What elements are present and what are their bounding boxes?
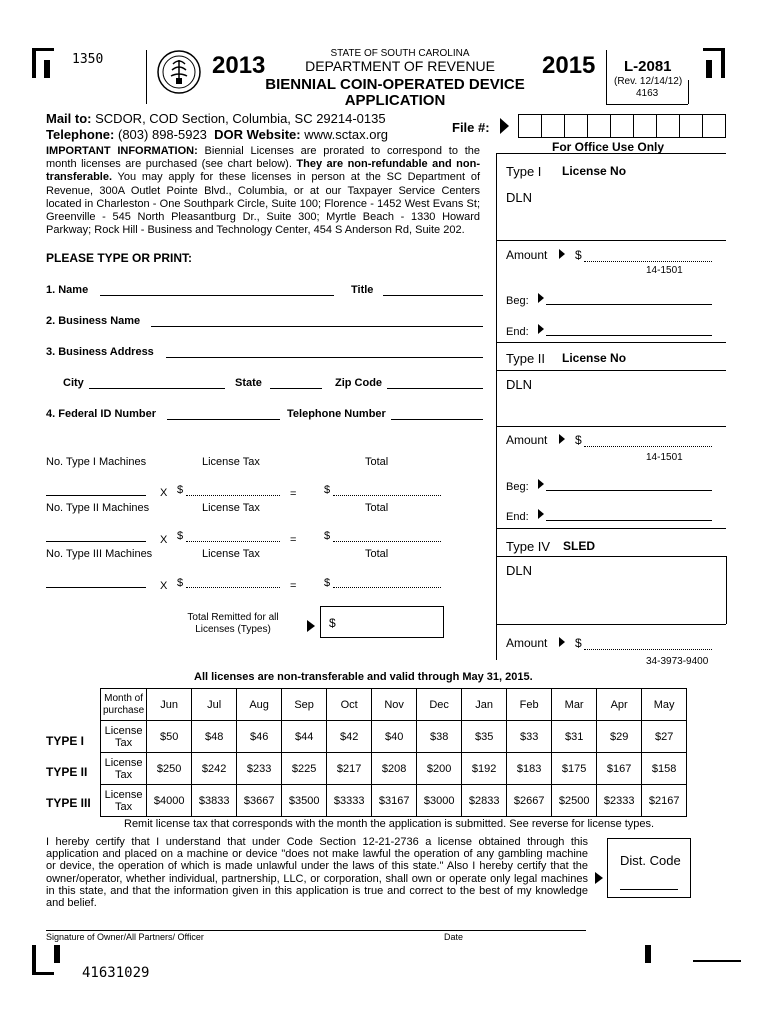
corner-mark-top-left-h — [32, 48, 54, 51]
city-input[interactable] — [89, 388, 225, 389]
doc-code: 1350 — [72, 52, 104, 67]
tax-cell: $29 — [597, 721, 642, 753]
office-end-2: End: — [506, 511, 529, 523]
remit-note: Remit license tax that corresponds with the month the application is submitted. See reverse for license types. — [124, 818, 655, 830]
month-col: Jul — [192, 689, 237, 721]
tax-cell: $27 — [642, 721, 687, 753]
telephone-line — [46, 127, 388, 142]
dollar-3b: $ — [324, 577, 331, 589]
month-col: Feb — [507, 689, 552, 721]
office-top-line — [496, 153, 726, 154]
month-col: Dec — [417, 689, 462, 721]
tax-cell: $3333 — [327, 785, 372, 817]
chart-row-type3 — [101, 785, 687, 817]
office-heading: For Office Use Only — [552, 140, 665, 154]
corner-mark-top-right-bar — [706, 60, 712, 78]
office-column-border — [496, 153, 497, 660]
tax-cell: $192 — [462, 753, 507, 785]
office-divider-3 — [496, 370, 726, 371]
type1-count-input[interactable] — [46, 495, 146, 496]
year-start: 2013 — [212, 52, 266, 79]
type2-tax-input[interactable] — [186, 541, 280, 542]
type2-total-input[interactable] — [333, 541, 441, 542]
mail-to — [46, 111, 386, 126]
info-bold: They are non-refundable and non-transferable. — [46, 158, 480, 184]
office-amount-1: Amount — [506, 248, 548, 262]
office-type1 — [506, 164, 541, 179]
important-information — [46, 145, 480, 237]
tax-cell: $233 — [237, 753, 282, 785]
license-tax-label-1: License Tax — [202, 456, 260, 468]
tax-cell: $50 — [147, 721, 192, 753]
office-end-1: End: — [506, 326, 529, 338]
license-tax-cell: License Tax — [101, 785, 147, 817]
amount-field-1[interactable] — [584, 261, 712, 262]
month-col: Mar — [552, 689, 597, 721]
total-remitted-dollar: $ — [329, 616, 336, 630]
license-tax-label-2: License Tax — [202, 502, 260, 514]
header-underline-right — [606, 104, 688, 105]
form-number: L-2081 — [624, 58, 672, 75]
amount-arrow-icon-2 — [559, 434, 565, 444]
office-divider-5 — [496, 528, 726, 529]
state-label: State — [235, 377, 262, 389]
corner-mark-top-left — [32, 48, 36, 78]
zip-label: Zip Code — [335, 377, 383, 389]
dollar-2b: $ — [324, 530, 331, 542]
office-dollar-3: $ — [575, 636, 582, 650]
chart-row-type1 — [101, 721, 687, 753]
form-title-line1: BIENNIAL COIN-OPERATED DEVICE — [265, 76, 525, 93]
type1-row-label: TYPE I — [46, 734, 85, 748]
header-divider-right — [606, 50, 607, 104]
tax-cell: $183 — [507, 753, 552, 785]
type3-tax-input[interactable] — [186, 587, 280, 588]
office-license-no-2: License No — [562, 351, 627, 365]
please-type: PLEASE TYPE OR PRINT: — [46, 251, 193, 265]
month-col: May — [642, 689, 687, 721]
phone-number: (803) 898-5923 — [118, 127, 207, 142]
office-divider-6 — [496, 556, 726, 557]
tax-cell: $242 — [192, 753, 237, 785]
business-name-label: 2. Business Name — [46, 315, 141, 327]
file-arrow-icon — [500, 118, 509, 134]
office-type2: Type II — [506, 351, 546, 366]
tax-cell: $3667 — [237, 785, 282, 817]
dollar-3a: $ — [177, 577, 184, 589]
equals-3: = — [290, 580, 297, 592]
business-name-input[interactable] — [151, 326, 483, 327]
header-divider-left — [146, 50, 147, 104]
tax-cell: $3833 — [192, 785, 237, 817]
month-of-purchase: Month of purchase — [101, 689, 147, 721]
tax-cell: $2333 — [597, 785, 642, 817]
total-label-2: Total — [365, 502, 389, 514]
end-field-2[interactable] — [546, 520, 712, 521]
month-col: Nov — [372, 689, 417, 721]
zip-input[interactable] — [387, 388, 483, 389]
revision: (Rev. 12/14/12) — [614, 76, 683, 87]
total-remitted-box[interactable] — [320, 606, 444, 638]
business-address-label: 3. Business Address — [46, 346, 154, 358]
form-title-line2: APPLICATION — [344, 92, 446, 109]
fein-label: 4. Federal ID Number — [46, 408, 157, 420]
x-sign-3: X — [160, 580, 168, 592]
mark-bottom-right — [693, 960, 741, 962]
tax-cell: $35 — [462, 721, 507, 753]
license-tax-chart — [100, 688, 687, 817]
state-name: STATE OF SOUTH CAROLINA — [330, 48, 470, 59]
dollar-1a: $ — [177, 484, 184, 496]
office-divider-4 — [496, 426, 726, 427]
amount-field-2[interactable] — [584, 446, 712, 447]
tax-cell: $31 — [552, 721, 597, 753]
office-right-border — [726, 556, 727, 624]
phone-label: Telephone: — [46, 127, 115, 142]
beg-arrow-icon-2 — [538, 479, 544, 489]
chart-caption: All licenses are non-transferable and valid through May 31, 2015. — [194, 671, 533, 683]
no-type3-label: No. Type III Machines — [46, 548, 153, 560]
license-tax-cell: License Tax — [101, 753, 147, 785]
date-label: Date — [444, 932, 464, 942]
office-dln-3: DLN — [506, 563, 533, 578]
office-dollar-1: $ — [575, 248, 582, 262]
signature-line[interactable] — [46, 930, 586, 931]
end-field-1[interactable] — [546, 335, 712, 336]
beg-field-2[interactable] — [546, 490, 712, 491]
month-col: Sep — [282, 689, 327, 721]
name-input[interactable] — [100, 295, 334, 296]
type3-total-input[interactable] — [333, 587, 441, 588]
tax-cell: $3167 — [372, 785, 417, 817]
office-divider-7 — [496, 624, 726, 625]
type1-tax-input[interactable] — [186, 495, 280, 496]
tax-cell: $208 — [372, 753, 417, 785]
office-amount-2: Amount — [506, 433, 548, 447]
office-code-1: 14-1501 — [646, 265, 683, 276]
equals-2: = — [290, 534, 297, 546]
total-remitted-label — [186, 612, 280, 636]
total-remitted-arrow-icon — [307, 620, 315, 632]
tax-cell: $2833 — [462, 785, 507, 817]
month-col: Oct — [327, 689, 372, 721]
tax-cell: $42 — [327, 721, 372, 753]
tax-cell: $46 — [237, 721, 282, 753]
title-input[interactable] — [383, 295, 483, 296]
title-label: Title — [351, 284, 374, 296]
total-remitted-line1: Total Remitted for all — [187, 612, 279, 623]
office-type1-label: Type I — [506, 164, 542, 179]
month-col: Aug — [237, 689, 282, 721]
city-label: City — [63, 377, 84, 389]
barcode-number: 41631029 — [82, 965, 150, 981]
type3-row-label: TYPE III — [46, 796, 91, 810]
rev-code: 4163 — [636, 88, 659, 99]
end-arrow-icon-2 — [538, 509, 544, 519]
tax-cell: $175 — [552, 753, 597, 785]
beg-field-1[interactable] — [546, 304, 712, 305]
amount-field-3[interactable] — [584, 649, 712, 650]
office-divider-1 — [496, 240, 726, 241]
web-label: DOR Website: — [214, 127, 301, 142]
business-address-input[interactable] — [166, 357, 483, 358]
tax-cell: $2500 — [552, 785, 597, 817]
year-end: 2015 — [542, 52, 596, 79]
tax-cell: $48 — [192, 721, 237, 753]
type3-count-input[interactable] — [46, 587, 146, 588]
total-remitted-line2: Licenses (Types) — [195, 624, 271, 635]
type2-count-input[interactable] — [46, 541, 146, 542]
info-text-2: You may apply for these licenses in person at the SC Department of Revenue, 300A Outlet Pointe Blvd., Columbia, or at our Taxpayer Service Centers located in Charleston - One Southpark Circle, Suite 100; Florence - 1452 West Evans St; Greenville - 545 North Pleasantburg Dr., Suite 300; Myrtle Beach - 1330 Howard Parkway; Rock Hill - Business and Technology Center, 454 S Anderson Rd, Suite 202. — [46, 171, 480, 237]
corner-mark-top-left-bar — [44, 60, 50, 78]
office-code-3: 34-3973-9400 — [646, 656, 709, 667]
tax-cell: $4000 — [147, 785, 192, 817]
office-dln-1: DLN — [506, 190, 533, 205]
office-beg-2: Beg: — [506, 481, 529, 493]
dist-code-box[interactable] — [607, 838, 691, 898]
department: DEPARTMENT OF REVENUE — [305, 58, 495, 74]
certification-text: I hereby certify that I understand that under Code Section 12-21-2736 a license obtained through this application and placed on a machine or device "does not make lawful the operation of any gambling machine or device, the operation of which is made unlawful under the laws of this state." Also I hereby certify that the owner/operator, whether individual, partnership, LLC, or corporation, shall own or operate only legal machines in this state, and that the information given in this application is true and correct to the best of my knowledge and belief. — [46, 836, 588, 910]
dollar-1b: $ — [324, 484, 331, 496]
beg-arrow-icon-1 — [538, 293, 544, 303]
dist-code-arrow-icon — [595, 872, 603, 884]
tax-cell: $3500 — [282, 785, 327, 817]
office-type4: Type IV — [506, 539, 551, 554]
office-dln-2: DLN — [506, 377, 533, 392]
telephone-input[interactable] — [391, 419, 483, 420]
website: www.sctax.org — [304, 127, 389, 142]
month-col: Jan — [462, 689, 507, 721]
type2-row-label: TYPE II — [46, 765, 88, 779]
header-right-edge — [688, 80, 689, 104]
no-type2-label: No. Type II Machines — [46, 502, 150, 514]
info-text-1: Biennial Licenses are prorated to correspond to the month licenses are purchased (see chart below). — [46, 145, 480, 171]
total-label-3: Total — [365, 548, 389, 560]
tax-cell: $44 — [282, 721, 327, 753]
fein-input[interactable] — [167, 419, 280, 420]
tax-cell: $217 — [327, 753, 372, 785]
tax-cell: $158 — [642, 753, 687, 785]
amount-arrow-icon-1 — [559, 249, 565, 259]
tax-cell: $250 — [147, 753, 192, 785]
office-amount-3: Amount — [506, 636, 548, 650]
office-beg-1: Beg: — [506, 295, 529, 307]
equals-1: = — [290, 488, 297, 500]
x-sign-2: X — [160, 534, 168, 546]
dist-code-label: Dist. Code — [620, 853, 681, 868]
mark-bottom-mid — [645, 945, 651, 963]
office-divider-2 — [496, 342, 726, 343]
office-code-2: 14-1501 — [646, 452, 683, 463]
name-label: 1. Name — [46, 284, 89, 296]
mail-address: SCDOR, COD Section, Columbia, SC 29214-0135 — [95, 111, 386, 126]
corner-mark-bottom-left-h — [32, 972, 54, 975]
tax-cell: $40 — [372, 721, 417, 753]
end-arrow-icon-1 — [538, 324, 544, 334]
month-col: Apr — [597, 689, 642, 721]
telephone-label: Telephone Number — [287, 408, 386, 420]
state-input[interactable] — [270, 388, 322, 389]
month-col: Jun — [147, 689, 192, 721]
type1-total-input[interactable] — [333, 495, 441, 496]
corner-mark-top-right — [721, 48, 725, 78]
tax-cell: $3000 — [417, 785, 462, 817]
dollar-2a: $ — [177, 530, 184, 542]
total-label-1: Total — [365, 456, 389, 468]
tax-cell: $2667 — [507, 785, 552, 817]
corner-mark-bottom-left — [32, 945, 36, 975]
amount-arrow-icon-3 — [559, 637, 565, 647]
tax-cell: $2167 — [642, 785, 687, 817]
chart-header-row — [101, 689, 687, 721]
file-number-boxes[interactable] — [518, 114, 726, 138]
license-tax-cell: License Tax — [101, 721, 147, 753]
office-license-no-1: License No — [562, 164, 627, 178]
no-type1-label: No. Type I Machines — [46, 456, 147, 468]
x-sign-1: X — [160, 487, 168, 499]
tax-cell: $33 — [507, 721, 552, 753]
office-sled: SLED — [563, 539, 596, 553]
file-label: File #: — [452, 120, 490, 135]
info-heading: IMPORTANT INFORMATION: — [46, 145, 198, 157]
signature-label: Signature of Owner/All Partners/ Officer — [46, 932, 204, 942]
office-dollar-2: $ — [575, 433, 582, 447]
chart-row-type2 — [101, 753, 687, 785]
tax-cell: $200 — [417, 753, 462, 785]
tax-cell: $38 — [417, 721, 462, 753]
state-seal — [157, 50, 201, 94]
tax-cell: $225 — [282, 753, 327, 785]
tax-cell: $167 — [597, 753, 642, 785]
license-tax-label-3: License Tax — [202, 548, 260, 560]
corner-mark-top-right-h — [703, 48, 725, 51]
corner-mark-bottom-left-bar — [54, 945, 60, 963]
mail-label: Mail to: — [46, 111, 92, 126]
